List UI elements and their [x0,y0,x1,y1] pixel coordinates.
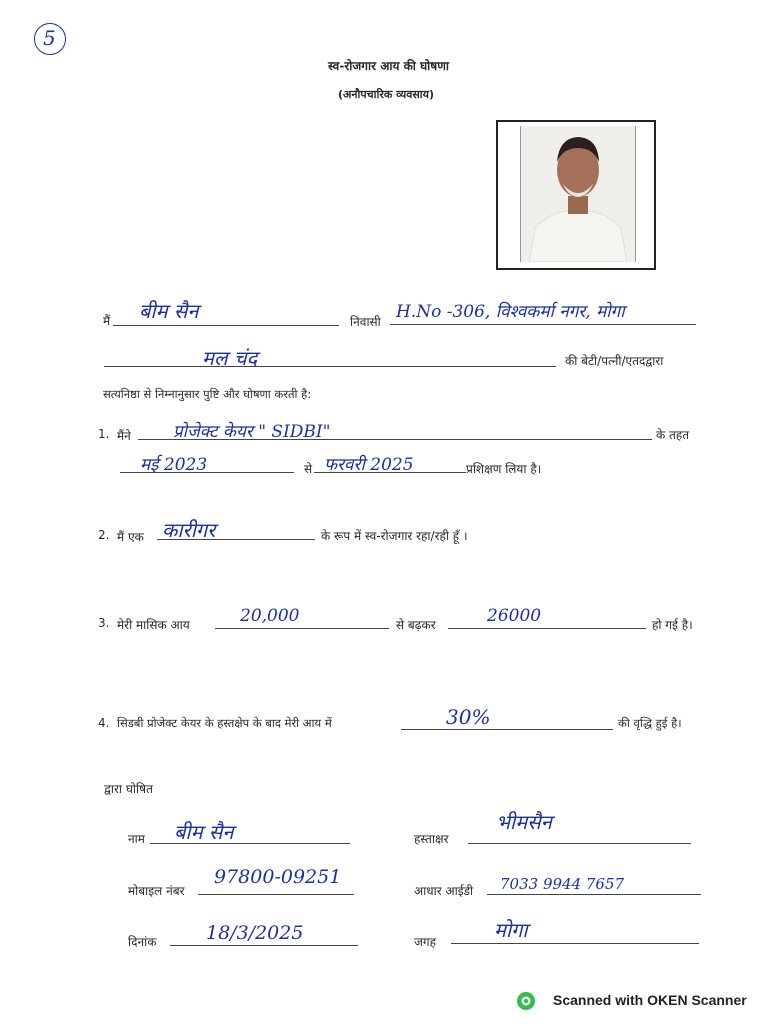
signature-label: हस्ताक्षर [414,832,449,846]
relation-label: की बेटी/पत्नी/एतदद्वारा [565,354,664,368]
signature-value: भीमसैन [496,810,552,834]
scanner-logo-icon [516,991,536,1011]
item-3-number: 3. [98,616,110,630]
item-2-occupation: कारीगर [162,518,216,542]
item-1-tail: प्रशिक्षण लिया है। [466,462,542,476]
item-1-to: फरवरी 2025 [324,455,414,475]
date-underline [170,945,358,946]
aadhaar-value: 7033 9944 7657 [500,875,625,893]
item-3-to: 26000 [487,606,542,626]
document-title: स्व-रोजगार आय की घोषणा [328,59,450,73]
item-1-from: मई 2023 [140,455,208,475]
item-3-suffix: हो गई है। [652,618,693,632]
item-1-number: 1. [98,427,110,441]
item-3-mid: से बढ़कर [396,618,436,632]
residence-label: निवासी [350,315,381,329]
item-4-value: 30% [446,705,491,729]
place-underline [451,943,699,944]
mobile-value: 97800-09251 [214,866,342,888]
item-3-from-underline [215,628,389,629]
person-photo-icon [521,126,635,262]
document-subtitle: (अनौपचारिक व्यवसाय) [338,88,435,101]
item-4-number: 4. [98,716,110,730]
item-2-number: 2. [98,528,110,542]
affirmation-text: सत्यनिष्ठा से निम्नानुसार पुष्टि और घोषणा करती है: [103,387,312,401]
item-1-suffix: के तहत [656,428,690,442]
aadhaar-underline [487,894,701,895]
item-1-mid: से [304,462,313,476]
mobile-underline [198,894,354,895]
passport-photo [496,120,656,270]
mobile-label: मोबाइल नंबर [128,884,185,898]
field-name-value: बीम सैन [174,820,234,844]
declared-by-label: द्वारा घोषित [104,782,153,796]
relation-name: मल चंद [202,346,258,370]
date-label: दिनांक [128,935,157,949]
place-label: जगह [414,935,437,949]
residence-value: H.No -306, विश्वकर्मा नगर, मोगा [396,302,625,322]
item-2-prefix: मैं एक [117,530,144,544]
item-3-to-underline [448,628,646,629]
relation-underline [104,366,556,367]
page-number: 5 [43,26,56,50]
scanner-watermark-text: Scanned with OKEN Scanner [553,992,747,1008]
item-2-suffix: के रूप में स्व-रोजगार रहा/रही हूँ । [321,529,468,543]
item-4-underline [401,729,613,730]
residence-underline [390,324,696,325]
item-3-prefix: मेरी मासिक आय [117,618,190,632]
prefix-mai: मैं [103,314,111,328]
declarant-name: बीम सैन [139,299,199,323]
name-underline [113,325,339,326]
date-value: 18/3/2025 [206,922,304,944]
item-1-prefix: मैंने [117,429,131,443]
item-4-suffix: की वृद्धि हुई है। [618,716,682,730]
item-4-prefix: सिडबी प्रोजेक्ट केयर के हस्तक्षेप के बाद मेरी आय में [117,716,332,730]
item-3-from: 20,000 [240,606,300,626]
signature-underline [468,843,691,844]
name-label: नाम [128,832,145,846]
place-value: मोगा [494,918,528,942]
aadhaar-label: आधार आईडी [414,884,474,898]
item-1-program: प्रोजेक्ट केयर " SIDBI" [173,422,331,442]
